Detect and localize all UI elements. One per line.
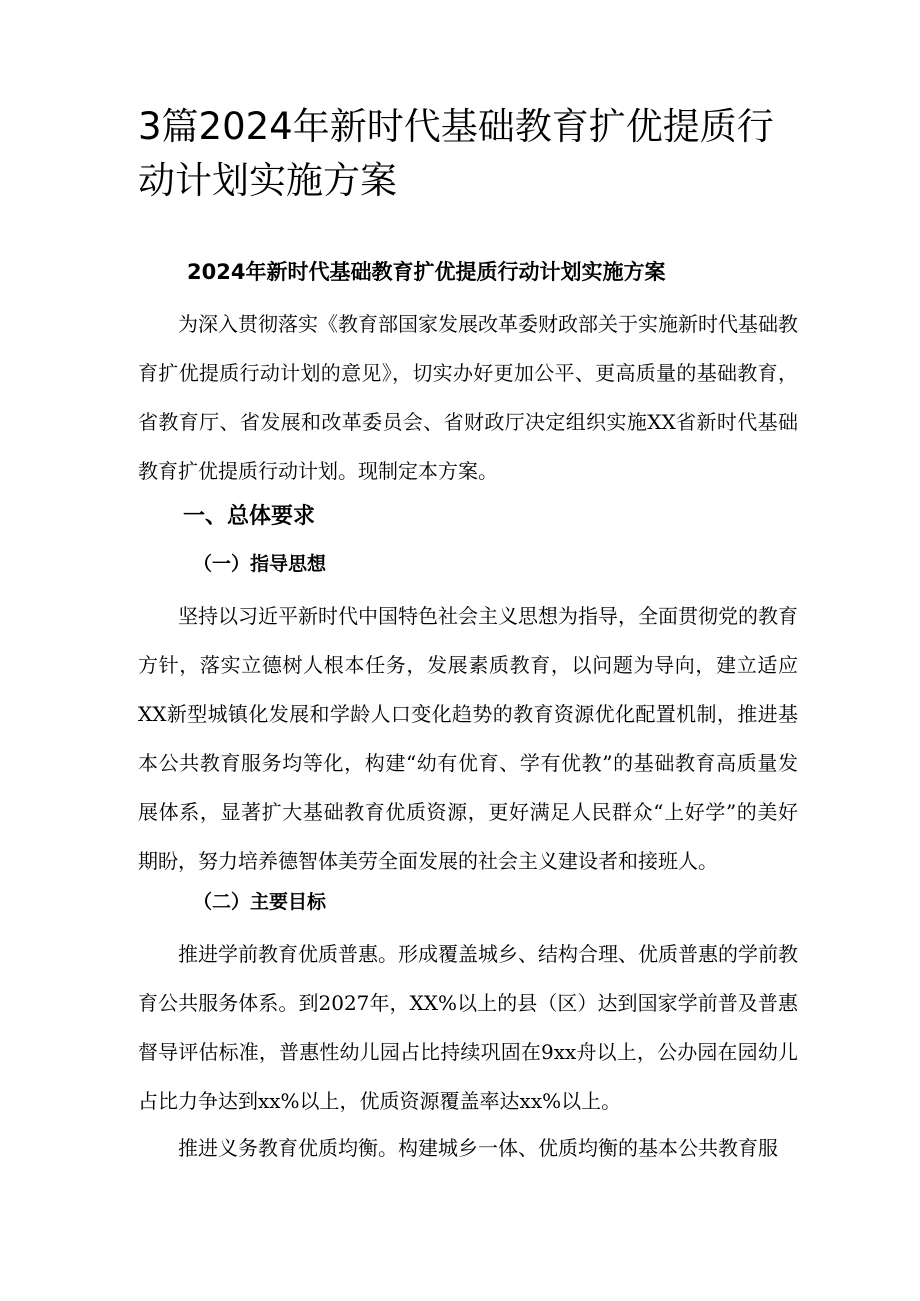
intro-paragraph: 为深入贯彻落实《教育部国家发展改革委财政部关于实施新时代基础教育扩优提质行动计划的意见》，切实办好更加公平、更高质量的基础教育，省教育厅、省发展和改革委员会、省财政厅决定组织实施XX省新时代基础教育扩优提质行动计划。现制定本方案。 (138, 312, 798, 483)
subsection-heading-main-goals: （二）主要目标 (193, 891, 327, 913)
section-heading-overall-requirements: 一、总体要求 (183, 504, 316, 529)
goal-paragraph-compulsory: 推进义务教育优质均衡。构建城乡一体、优质均衡的基本公共教育服 (178, 1136, 778, 1160)
goal-paragraph-preschool: 推进学前教育优质普惠。形成覆盖城乡、结构合理、优质普惠的学前教育公共服务体系。到2027年，XX%以上的县（区）达到国家学前普及普惠督导评估标准，普惠性幼儿园占比持续巩固在9xx舟以上，公办园在园幼儿占比力争达到xx%以上，优质资源覆盖率达xx%以上。 (138, 942, 798, 1113)
guiding-ideology-paragraph: 坚持以习近平新时代中国特色社会主义思想为指导，全面贯彻党的教育方针，落实立德树人根本任务，发展素质教育，以问题为导向，建立适应XX新型城镇化发展和学龄人口变化趋势的教育资源优化配置机制，推进基本公共教育服务均等化，构建“幼有优育、学有优教”的基础教育高质量发展体系，显著扩大基础教育优质资源，更好满足人民群众“上好学”的美好期盼，努力培养德智体美劳全面发展的社会主义建设者和接班人。 (138, 604, 798, 873)
plan-subtitle: 2024年新时代基础教育扩优提质行动计划实施方案 (187, 260, 666, 284)
subsection-heading-guiding-ideology: （一）指导思想 (193, 553, 327, 575)
document-title: 3篇2024年新时代基础教育扩优提质行动计划实施方案 (138, 105, 774, 202)
